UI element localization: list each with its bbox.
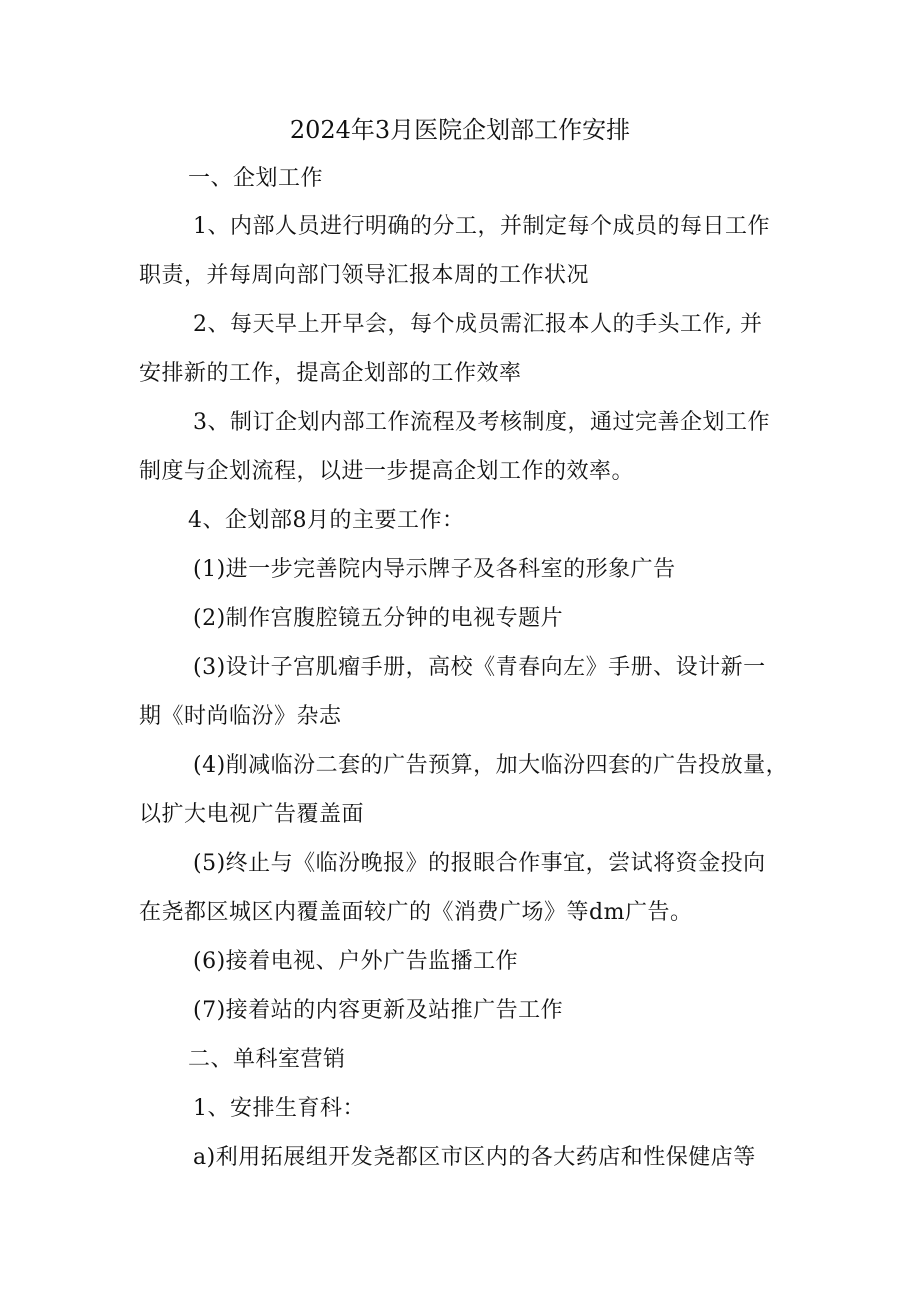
- section-heading-planning: 一、企划工作: [188, 166, 324, 191]
- paragraph-line: 1、内部人员进行明确的分工，并制定每个成员的每日工作: [193, 214, 770, 239]
- section-heading-department-marketing: 二、单科室营销: [188, 1047, 346, 1072]
- paragraph-line: 4、企划部8月的主要工作：: [188, 508, 465, 533]
- paragraph-line: 3、制订企划内部工作流程及考核制度，通过完善企划工作: [193, 410, 770, 435]
- list-item: (4)削减临汾二套的广告预算，加大临汾四套的广告投放量，: [193, 753, 789, 778]
- list-item: (6)接着电视、户外广告监播工作: [193, 949, 519, 974]
- paragraph-line: 1、安排生育科：: [193, 1096, 365, 1121]
- list-item: (7)接着站的内容更新及站推广告工作: [193, 998, 564, 1023]
- list-item: (5)终止与《临汾晚报》的报眼合作事宜，尝试将资金投向: [193, 851, 766, 876]
- list-item: 期《时尚临汾》杂志: [139, 704, 342, 729]
- paragraph-line: 安排新的工作，提高企划部的工作效率: [139, 361, 522, 386]
- list-item: (2)制作宫腹腔镜五分钟的电视专题片: [193, 606, 564, 631]
- paragraph-line: a)利用拓展组开发尧都区市区内的各大药店和性保健店等: [193, 1145, 756, 1170]
- paragraph-line: 职责，并每周向部门领导汇报本周的工作状况: [139, 263, 590, 288]
- paragraph-line: 制度与企划流程，以进一步提高企划工作的效率。: [139, 459, 635, 484]
- paragraph-line: 2、每天早上开早会，每个成员需汇报本人的手头工作, 并: [193, 312, 763, 337]
- list-item: (3)设计子宫肌瘤手册，高校《青春向左》手册、设计新一: [193, 655, 766, 680]
- list-item: 在尧都区城区内覆盖面较广的《消费广场》等dm广告。: [139, 900, 693, 925]
- list-item: (1)进一步完善院内导示牌子及各科室的形象广告: [193, 557, 676, 582]
- document-title: 2024年3月医院企划部工作安排: [289, 116, 631, 144]
- list-item: 以扩大电视广告覆盖面: [139, 802, 365, 827]
